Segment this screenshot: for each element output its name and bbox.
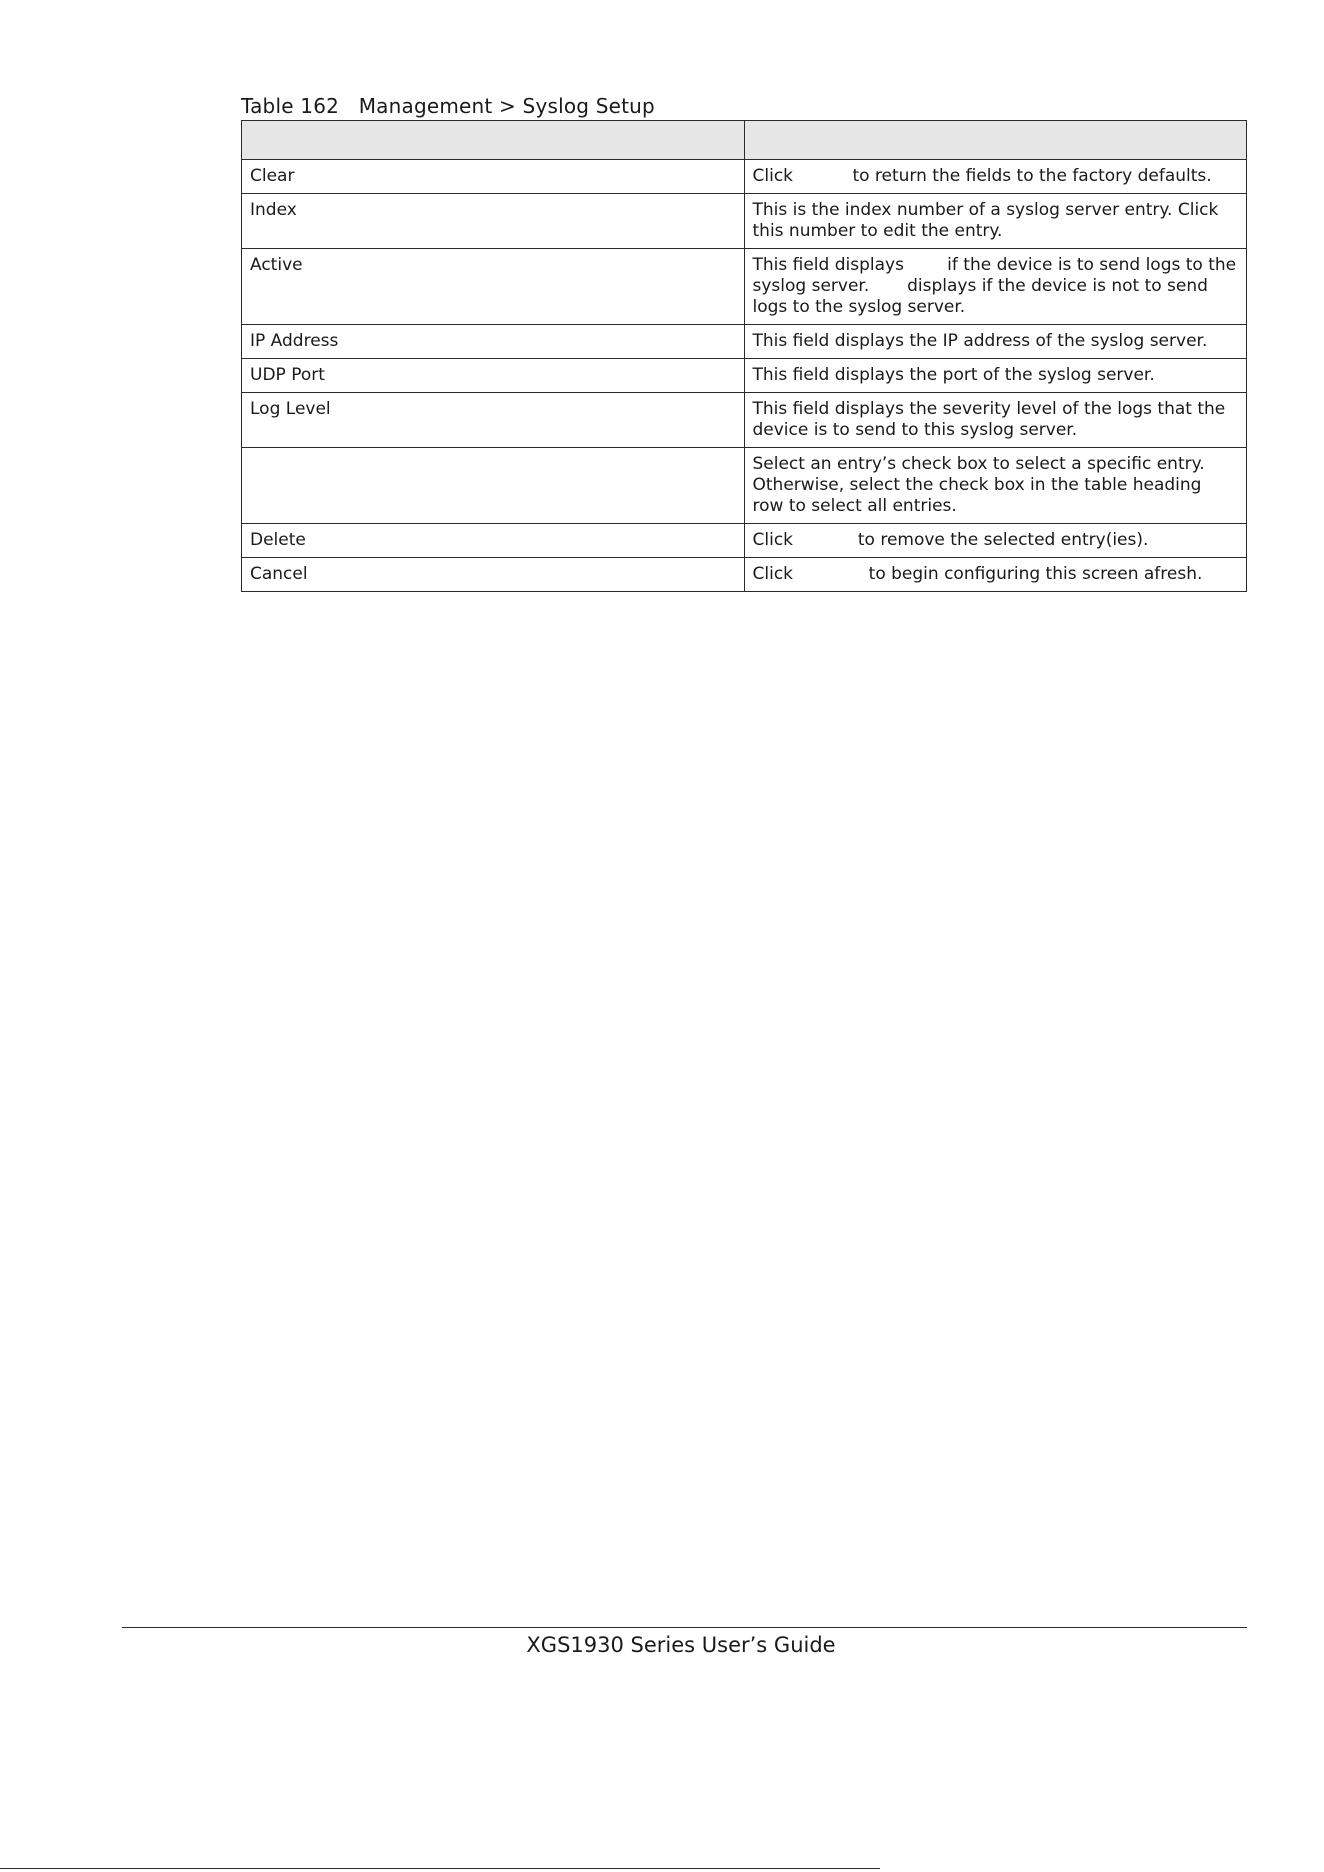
table-row — [242, 558, 1247, 592]
row-label: Index — [242, 194, 745, 249]
row-label: Delete — [242, 524, 745, 558]
footer-divider — [122, 1627, 1247, 1628]
row-description: This field displays the severity level of the logs that the device is to send to this syslog server. — [744, 393, 1247, 448]
row-label: IP Address — [242, 325, 745, 359]
footer-title: XGS1930 Series User’s Guide — [526, 1633, 836, 1657]
table-caption: Table 162 Management > Syslog Setup — [241, 94, 655, 118]
row-label: Active — [242, 249, 745, 325]
row-description: This field displays if the device is to send logs to the syslog server. displays if the device is not to send logs to the syslog server. — [744, 249, 1247, 325]
row-label — [242, 448, 745, 524]
header-label — [242, 121, 745, 160]
table-row — [242, 524, 1247, 558]
row-description: This field displays the port of the syslog server. — [744, 359, 1247, 393]
table-row — [242, 448, 1247, 524]
syslog-setup-table — [241, 120, 1247, 592]
row-label: UDP Port — [242, 359, 745, 393]
header-description — [744, 121, 1247, 160]
row-description: This is the index number of a syslog server entry. Click this number to edit the entry. — [744, 194, 1247, 249]
table-row — [242, 393, 1247, 448]
row-label: Log Level — [242, 393, 745, 448]
row-label: Clear — [242, 160, 745, 194]
row-description: This field displays the IP address of the syslog server. — [744, 325, 1247, 359]
table-header-row — [242, 121, 1247, 160]
row-description: Select an entry’s check box to select a specific entry. Otherwise, select the check box in the table heading row to select all entries. — [744, 448, 1247, 524]
table-row — [242, 359, 1247, 393]
table-row — [242, 160, 1247, 194]
page-bottom-divider — [0, 1868, 880, 1869]
table-row — [242, 325, 1247, 359]
table-row — [242, 249, 1247, 325]
row-description: Click to begin configuring this screen afresh. — [744, 558, 1247, 592]
row-label: Cancel — [242, 558, 745, 592]
table-row — [242, 194, 1247, 249]
row-description: Click to return the fields to the factory defaults. — [744, 160, 1247, 194]
row-description: Click to remove the selected entry(ies). — [744, 524, 1247, 558]
